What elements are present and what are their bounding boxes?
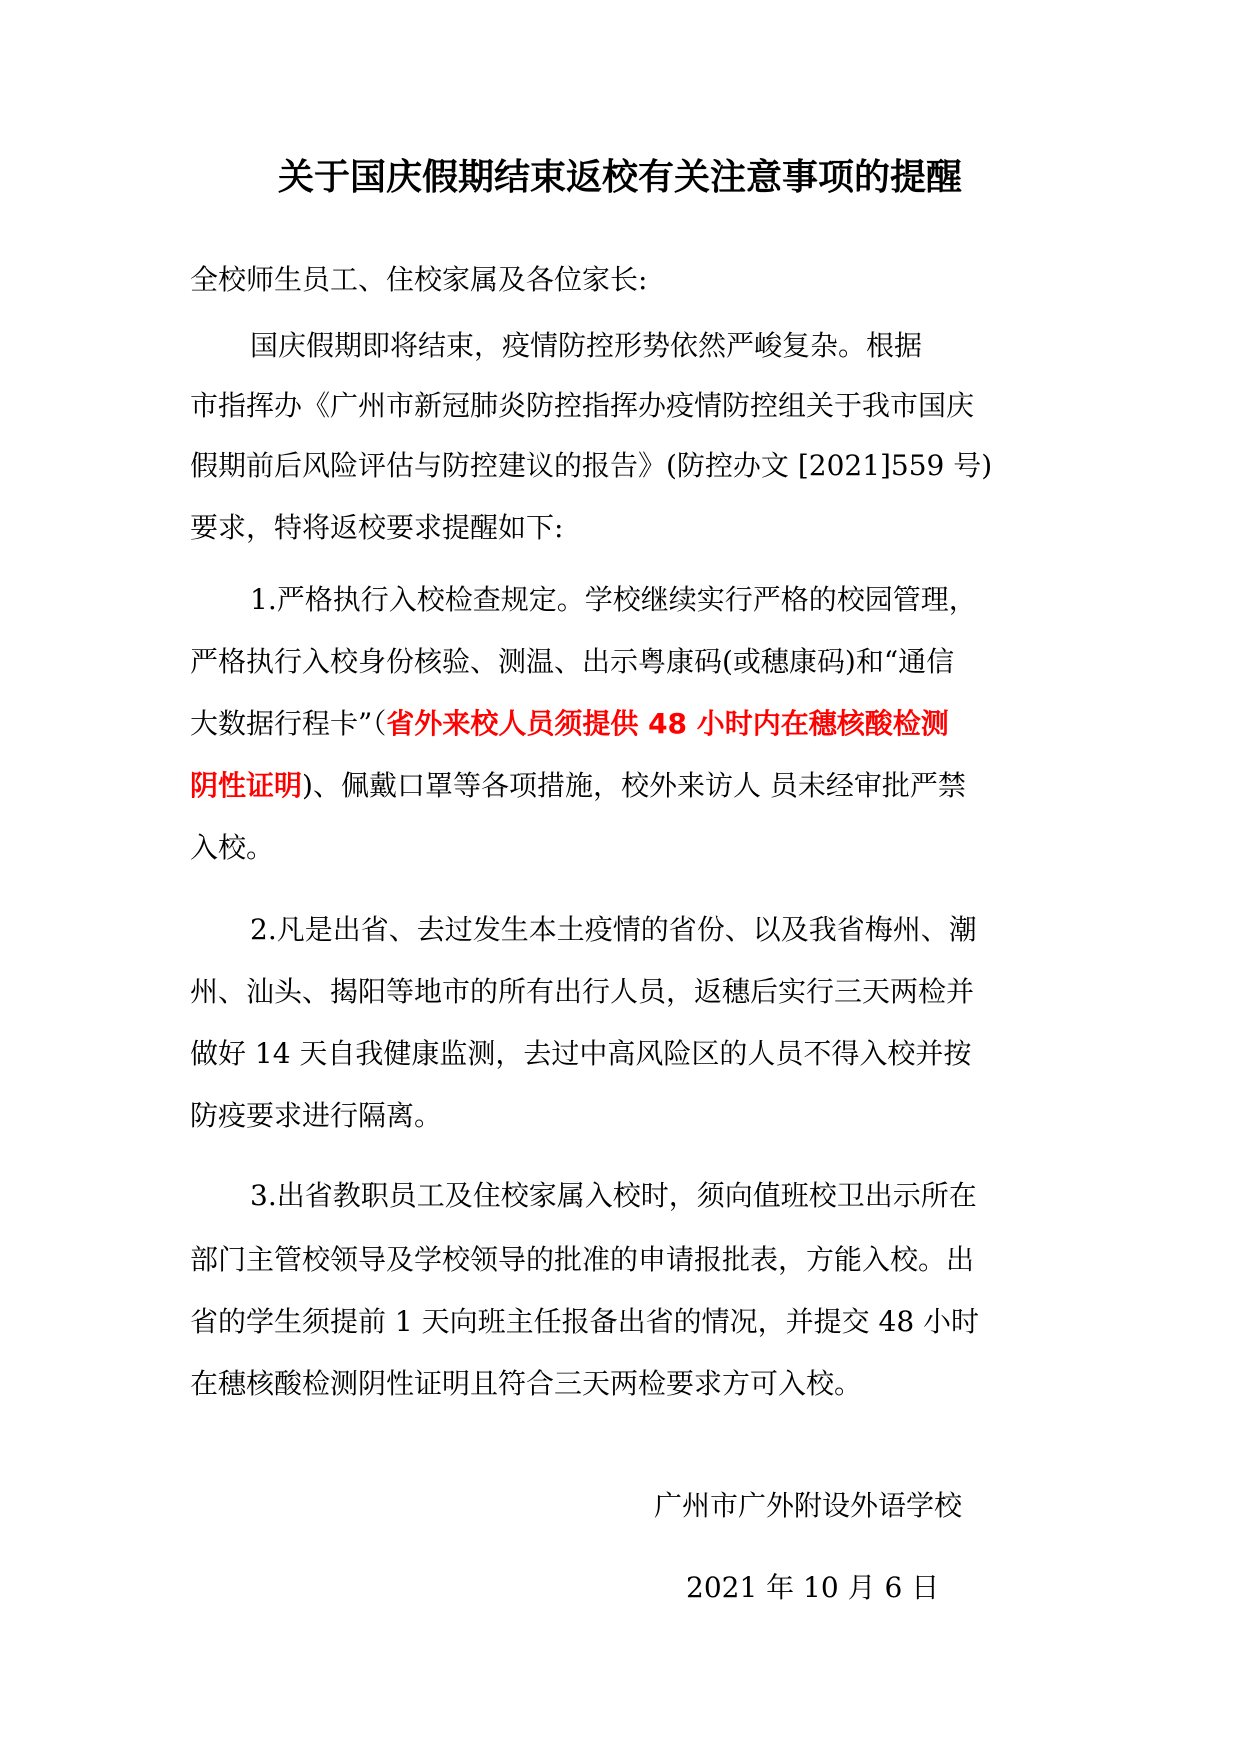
greeting: 全校师生员工、住校家属及各位家长: <box>190 263 648 296</box>
item2-line-3: 做好 14 天自我健康监测，去过中高风险区的人员不得入校并按 <box>190 1037 972 1070</box>
item3-line-3: 省的学生须提前 1 天向班主任报备出省的情况，并提交 48 小时 <box>190 1305 980 1338</box>
item3-line-4: 在穗核酸检测阴性证明且符合三天两检要求方可入校。 <box>190 1367 863 1400</box>
item2-line-2: 州、汕头、揭阳等地市的所有出行人员，返穗后实行三天两检并 <box>190 975 975 1008</box>
item1-highlight-part-1: 省外来校人员须提供 48 小时内在穗核酸检测 <box>386 707 949 740</box>
intro-line-2: 市指挥办《广州市新冠肺炎防控指挥办疫情防控组关于我市国庆 <box>190 389 975 422</box>
intro-line-3: 假期前后风险评估与防控建议的报告》(防控办文 [2021]559 号) <box>190 449 993 482</box>
item2-line-4: 防疫要求进行隔离。 <box>190 1099 443 1132</box>
item1-line-1: 1.严格执行入校检查规定。学校继续实行严格的校园管理， <box>250 583 977 616</box>
intro-line-1: 国庆假期即将结束，疫情防控形势依然严峻复杂。根据 <box>250 329 923 362</box>
item1-line-3 <box>190 704 949 744</box>
item1-line-5: 入校。 <box>190 831 275 864</box>
item1-highlight-part-2: 阴性证明 <box>190 769 303 802</box>
signature-date: 2021 年 10 月 6 日 <box>686 1571 940 1604</box>
signature-school: 广州市广外附设外语学校 <box>654 1489 963 1522</box>
document-title: 关于国庆假期结束返校有关注意事项的提醒 <box>277 157 962 198</box>
item3-line-1: 3.出省教职员工及住校家属入校时，须向值班校卫出示所在 <box>250 1179 977 1212</box>
item2-line-1: 2.凡是出省、去过发生本土疫情的省份、以及我省梅州、潮 <box>250 913 977 946</box>
intro-line-4: 要求，特将返校要求提醒如下: <box>190 511 564 544</box>
item1-line-4 <box>190 766 966 806</box>
item1-line-3-prefix: 大数据行程卡”（ <box>190 707 387 740</box>
item1-line-4-suffix: )、佩戴口罩等各项措施，校外来访人 员未经审批严禁 <box>302 769 966 802</box>
item3-line-2: 部门主管校领导及学校领导的批准的申请报批表，方能入校。出 <box>190 1243 975 1276</box>
item1-line-2: 严格执行入校身份核验、测温、出示粤康码(或穗康码)和“通信 <box>190 645 955 678</box>
